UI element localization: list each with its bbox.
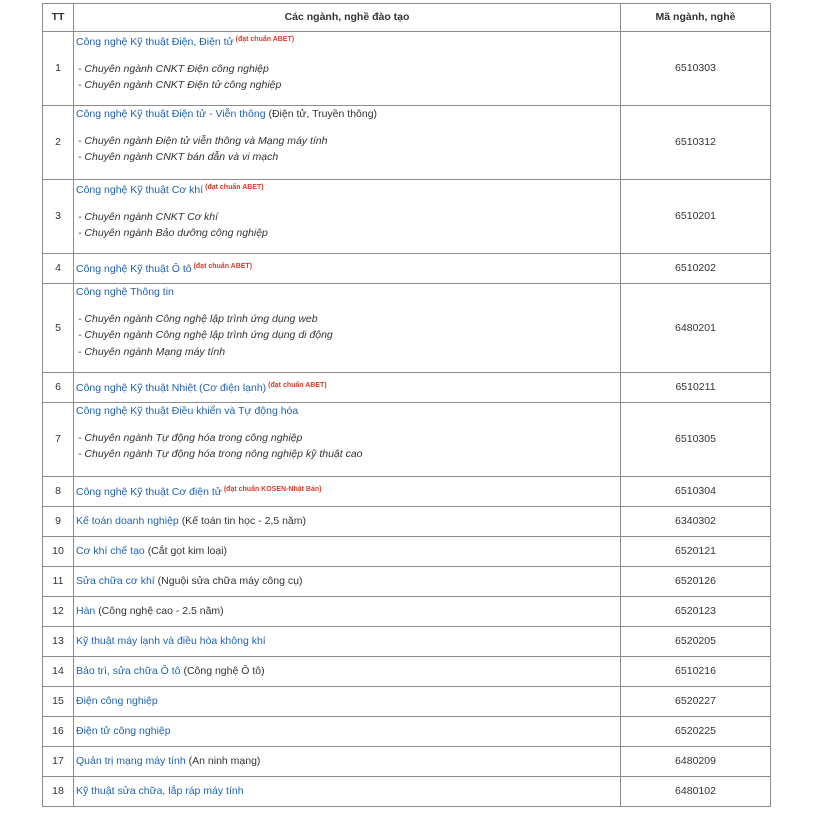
program-title-line: [76, 106, 618, 123]
table-row: [43, 477, 771, 507]
table-header-row: [43, 4, 771, 32]
table-row: [43, 717, 771, 747]
program-name: Công nghệ Thông tin: [76, 286, 174, 298]
table-row: [43, 180, 771, 254]
row-number: 1: [43, 32, 74, 106]
program-title-line: [76, 284, 618, 301]
program-code: 6520205: [621, 627, 771, 657]
program-cell: [74, 537, 621, 567]
program-cell: [74, 284, 621, 373]
program-code: 6520126: [621, 567, 771, 597]
program-cell: [74, 373, 621, 403]
row-number: 13: [43, 627, 74, 657]
program-name: Công nghệ Kỹ thuật Cơ khí: [76, 184, 204, 196]
program-note: (Nguội sửa chữa máy công cụ): [157, 575, 303, 588]
spacer: [76, 420, 618, 430]
program-note: (Kế toán tin học - 2,5 năm): [181, 515, 307, 528]
row-number: 3: [43, 180, 74, 254]
program-cell: [74, 777, 621, 807]
program-code: 6480102: [621, 777, 771, 807]
program-name: Công nghệ Kỹ thuật Điện, Điện tử: [76, 36, 234, 48]
program-cell: [74, 106, 621, 180]
program-note: (Cắt gọt kim loại): [147, 545, 228, 558]
program-cell: [74, 477, 621, 507]
program-name: Công nghệ Kỹ thuật Điều khiển và Tự động hóa: [76, 405, 299, 417]
program-cell: [74, 597, 621, 627]
program-code: 6340302: [621, 507, 771, 537]
program-title-line: [76, 180, 618, 199]
row-number: 12: [43, 597, 74, 627]
program-code: 6510202: [621, 254, 771, 284]
row-number: 5: [43, 284, 74, 373]
table-row: [43, 32, 771, 106]
program-code: 6520123: [621, 597, 771, 627]
program-name: Cơ khí chế tạo: [76, 545, 145, 558]
spacer: [76, 51, 618, 61]
row-number: 15: [43, 687, 74, 717]
table-row: [43, 687, 771, 717]
program-note: (An ninh mạng): [188, 755, 261, 768]
program-code: 6510201: [621, 180, 771, 254]
program-cell: [74, 403, 621, 477]
program-name: Kỹ thuật máy lạnh và điều hòa không khí: [76, 635, 266, 648]
program-name: Sửa chữa cơ khí: [76, 575, 155, 588]
row-number: 4: [43, 254, 74, 284]
program-title-line: [76, 783, 618, 800]
spacer: [76, 199, 618, 209]
table-row: [43, 403, 771, 477]
program-title-line: [76, 543, 618, 560]
table-row: [43, 106, 771, 180]
table-row: [43, 284, 771, 373]
specialization-item: - Chuyên ngành Bảo dưỡng công nghiệp: [78, 227, 268, 239]
program-name: Điện tử công nghiệp: [76, 725, 171, 738]
spacer: [76, 123, 618, 133]
accreditation-badge: (đạt chuẩn ABET): [268, 382, 327, 390]
program-cell: [74, 180, 621, 254]
programs-table: [42, 3, 771, 807]
program-cell: [74, 567, 621, 597]
program-name: Công nghệ Kỹ thuật Điện tử - Viễn thông: [76, 108, 266, 120]
program-title-line: [76, 603, 618, 620]
program-name: Công nghệ Kỹ thuật Nhiệt (Cơ điện lạnh): [76, 382, 267, 395]
table-row: [43, 777, 771, 807]
table-row: [43, 657, 771, 687]
program-title-line: [76, 32, 618, 51]
row-number: 17: [43, 747, 74, 777]
program-code: 6510304: [621, 477, 771, 507]
table-row: [43, 507, 771, 537]
program-cell: [74, 32, 621, 106]
row-number: 2: [43, 106, 74, 180]
program-code: 6510303: [621, 32, 771, 106]
table-row: [43, 537, 771, 567]
header-program-code: Mã ngành, nghề: [621, 4, 771, 32]
spacer: [76, 301, 618, 311]
program-cell: [74, 507, 621, 537]
specialization-item: - Chuyên ngành Tự động hóa trong nông nghiệp kỹ thuật cao: [78, 448, 363, 460]
program-title-line: [76, 513, 618, 530]
program-title-line: [76, 753, 618, 770]
program-name: Kế toán doanh nghiệp: [76, 515, 179, 528]
specialization-item: - Chuyên ngành Mạng máy tính: [78, 345, 226, 358]
program-cell: [74, 717, 621, 747]
table-row: [43, 597, 771, 627]
table-row: [43, 254, 771, 284]
program-cell: [74, 254, 621, 284]
row-number: 7: [43, 403, 74, 477]
program-cell: [74, 747, 621, 777]
program-title-line: [76, 693, 618, 710]
program-name: Công nghệ Kỹ thuật Cơ điện tử: [76, 486, 222, 499]
specialization-item: - Chuyên ngành CNKT Điện công nghiệp: [78, 62, 269, 75]
program-code: 6510305: [621, 403, 771, 477]
program-cell: [74, 657, 621, 687]
row-number: 14: [43, 657, 74, 687]
program-title-line: [76, 663, 618, 680]
program-name: Kỹ thuật sửa chữa, lắp ráp máy tính: [76, 785, 244, 798]
row-number: 16: [43, 717, 74, 747]
program-title-line: [76, 259, 618, 278]
header-program-name: Các ngành, nghề đào tạo: [74, 4, 621, 32]
program-code: 6520121: [621, 537, 771, 567]
row-number: 6: [43, 373, 74, 403]
program-note: (Điện tử, Truyền thông): [268, 108, 378, 120]
program-name: Quản trị mạng máy tính: [76, 755, 186, 768]
row-number: 10: [43, 537, 74, 567]
program-name: Bảo trì, sửa chữa Ô tô: [76, 665, 181, 678]
program-title-line: [76, 723, 618, 740]
program-code: 6480209: [621, 747, 771, 777]
program-code: 6510312: [621, 106, 771, 180]
program-title-line: [76, 482, 618, 501]
program-cell: [74, 687, 621, 717]
row-number: 8: [43, 477, 74, 507]
accreditation-badge: (đạt chuẩn ABET): [235, 36, 295, 43]
specialization-item: - Chuyên ngành CNKT Điện tử công nghiệp: [78, 79, 282, 91]
specialization-item: - Chuyên ngành Công nghệ lập trình ứng dụng web: [78, 312, 318, 325]
program-cell: [74, 627, 621, 657]
program-code: 6520227: [621, 687, 771, 717]
program-title-line: [76, 633, 618, 650]
table-row: [43, 373, 771, 403]
program-code: 6510211: [621, 373, 771, 403]
program-note: (Công nghệ cao - 2.5 năm): [98, 605, 224, 618]
program-name: Hàn: [76, 605, 96, 618]
row-number: 11: [43, 567, 74, 597]
specialization-item: - Chuyên ngành CNKT Cơ khí: [78, 210, 218, 223]
accreditation-badge: (đạt chuẩn ABET): [193, 263, 253, 271]
program-code: 6510216: [621, 657, 771, 687]
program-name: Điện công nghiệp: [76, 695, 158, 708]
specialization-item: - Chuyên ngành CNKT bán dẫn và vi mạch: [78, 151, 279, 163]
row-number: 18: [43, 777, 74, 807]
program-title-line: [76, 403, 618, 420]
header-tt: TT: [43, 4, 74, 32]
specialization-item: - Chuyên ngành Tự động hóa trong công nghiệp: [78, 431, 303, 444]
table-row: [43, 567, 771, 597]
program-name: Công nghệ Kỹ thuật Ô tô: [76, 263, 192, 276]
program-code: 6520225: [621, 717, 771, 747]
accreditation-badge: (đạt chuẩn KOSEN-Nhật Bản): [223, 486, 322, 494]
table-row: [43, 747, 771, 777]
program-title-line: [76, 573, 618, 590]
program-code: 6480201: [621, 284, 771, 373]
specialization-item: - Chuyên ngành Điện tử viễn thông và Mạng máy tính: [78, 134, 328, 147]
table-row: [43, 627, 771, 657]
program-title-line: [76, 378, 618, 397]
accreditation-badge: (đạt chuẩn ABET): [205, 184, 264, 191]
specialization-item: - Chuyên ngành Công nghệ lập trình ứng dụng di động: [78, 329, 333, 341]
program-note: (Công nghệ Ô tô): [183, 665, 265, 678]
row-number: 9: [43, 507, 74, 537]
